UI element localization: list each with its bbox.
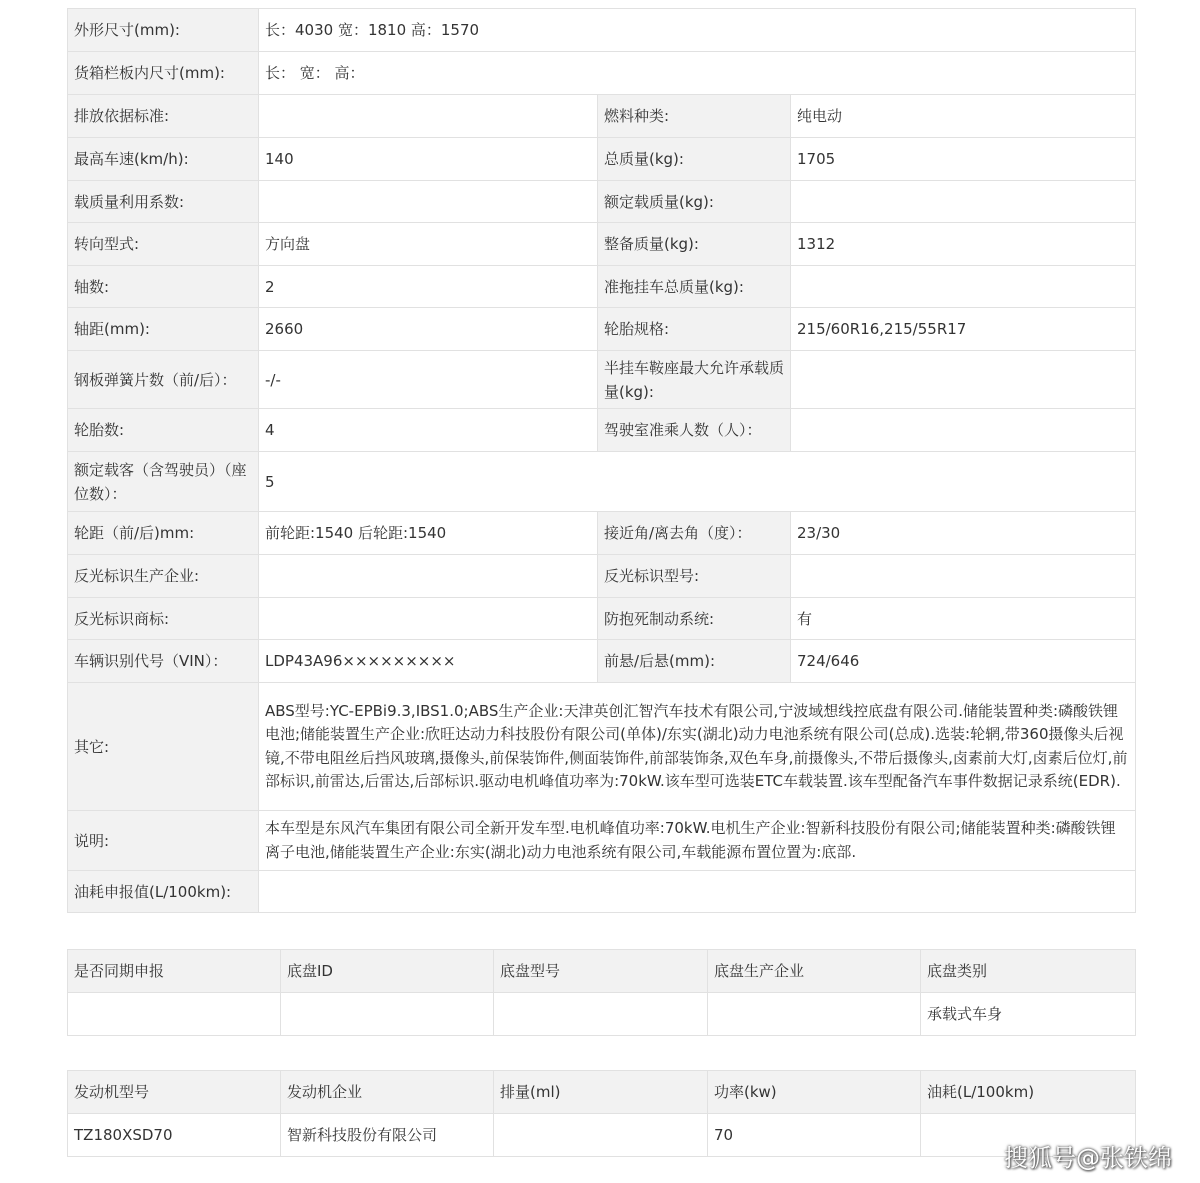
leaf-springs-label: 钢板弹簧片数（前/后）：: [68, 351, 259, 409]
chassis-header: 底盘型号: [494, 950, 708, 993]
engine-cell: TZ180XSD70: [68, 1114, 281, 1157]
track-label: 轮距（前/后)mm:: [68, 512, 259, 555]
curb-mass-label: 整备质量(kg):: [598, 223, 791, 266]
chassis-header: 是否同期申报: [68, 950, 281, 993]
saddle-load-label: 半挂车鞍座最大允许承载质量(kg):: [598, 351, 791, 409]
tire-spec-value: 215/60R16,215/55R17: [791, 308, 1136, 351]
emission-std-value: [259, 95, 598, 138]
load-factor-value: [259, 181, 598, 223]
max-speed-value: 140: [259, 138, 598, 181]
max-speed-label: 最高车速(km/h):: [68, 138, 259, 181]
vehicle-spec-table: [67, 8, 1136, 913]
seats-label: 额定载客（含驾驶员）（座位数）：: [68, 452, 259, 512]
chassis-header: 底盘ID: [281, 950, 494, 993]
engine-cell: 智新科技股份有限公司: [281, 1114, 494, 1157]
axles-value: 2: [259, 266, 598, 308]
fuel-consumption-label: 油耗申报值(L/100km):: [68, 871, 259, 913]
engine-header: 发动机企业: [281, 1071, 494, 1114]
steering-value: 方向盘: [259, 223, 598, 266]
seats-value: 5: [259, 452, 1136, 512]
gross-mass-value: 1705: [791, 138, 1136, 181]
watermark: 搜狐号@张铁绵: [1004, 1144, 1172, 1172]
tire-spec-label: 轮胎规格:: [598, 308, 791, 351]
reflector-brand-value: [259, 598, 598, 640]
note-label: 说明:: [68, 811, 259, 871]
engine-table: [67, 1070, 1136, 1157]
axles-label: 轴数:: [68, 266, 259, 308]
engine-cell: 70: [708, 1114, 921, 1157]
rated-load-label: 额定载质量(kg):: [598, 181, 791, 223]
abs-label: 防抱死制动系统:: [598, 598, 791, 640]
chassis-cell: [708, 993, 921, 1036]
overhang-value: 724/646: [791, 640, 1136, 683]
dimensions-value: 长：4030 宽：1810 高：1570: [259, 9, 1136, 52]
wheelbase-value: 2660: [259, 308, 598, 351]
chassis-header: 底盘生产企业: [708, 950, 921, 993]
saddle-load-value: [791, 351, 1136, 409]
reflector-maker-label: 反光标识生产企业:: [68, 555, 259, 598]
engine-header: 油耗(L/100km): [921, 1071, 1136, 1114]
cargo-box-value: 长： 宽： 高：: [259, 52, 1136, 95]
reflector-brand-label: 反光标识商标:: [68, 598, 259, 640]
cab-passengers-label: 驾驶室准乘人数（人）：: [598, 409, 791, 452]
overhang-label: 前悬/后悬(mm):: [598, 640, 791, 683]
tire-count-label: 轮胎数:: [68, 409, 259, 452]
gross-mass-label: 总质量(kg):: [598, 138, 791, 181]
trailer-mass-label: 准拖挂车总质量(kg):: [598, 266, 791, 308]
chassis-table: [67, 949, 1136, 1036]
engine-header: 排量(ml): [494, 1071, 708, 1114]
engine-header: 功率(kw): [708, 1071, 921, 1114]
curb-mass-value: 1312: [791, 223, 1136, 266]
reflector-model-label: 反光标识型号:: [598, 555, 791, 598]
other-label: 其它:: [68, 683, 259, 811]
chassis-cell: [494, 993, 708, 1036]
angles-value: 23/30: [791, 512, 1136, 555]
chassis-cell: [281, 993, 494, 1036]
trailer-mass-value: [791, 266, 1136, 308]
engine-header: 发动机型号: [68, 1071, 281, 1114]
vin-value: LDP43A96×××××××××: [259, 640, 598, 683]
dimensions-label: 外形尺寸(mm):: [68, 9, 259, 52]
fuel-type-label: 燃料种类:: [598, 95, 791, 138]
note-value: 本车型是东风汽车集团有限公司全新开发车型.电机峰值功率:70kW.电机生产企业:智新科技股份有限公司;储能装置种类:磷酸铁锂离子电池,储能装置生产企业:东实(湖北)动力电池系统有限公司,车载能源布置位置为:底部.: [259, 811, 1136, 871]
cab-passengers-value: [791, 409, 1136, 452]
chassis-cell: [68, 993, 281, 1036]
chassis-header: 底盘类别: [921, 950, 1136, 993]
fuel-consumption-value: [259, 871, 1136, 913]
reflector-model-value: [791, 555, 1136, 598]
tire-count-value: 4: [259, 409, 598, 452]
steering-label: 转向型式:: [68, 223, 259, 266]
engine-cell: [494, 1114, 708, 1157]
chassis-cell: 承载式车身: [921, 993, 1136, 1036]
cargo-box-label: 货箱栏板内尺寸(mm):: [68, 52, 259, 95]
track-value: 前轮距:1540 后轮距:1540: [259, 512, 598, 555]
reflector-maker-value: [259, 555, 598, 598]
abs-value: 有: [791, 598, 1136, 640]
emission-std-label: 排放依据标准:: [68, 95, 259, 138]
wheelbase-label: 轴距(mm):: [68, 308, 259, 351]
load-factor-label: 载质量利用系数:: [68, 181, 259, 223]
other-value: ABS型号:YC-EPBi9.3,IBS1.0;ABS生产企业:天津英创汇智汽车技术有限公司,宁波域想线控底盘有限公司.储能装置种类:磷酸铁锂电池;储能装置生产企业:欣旺达动力科技股份有限公司(单体)/东实(湖北)动力电池系统有限公司(总成).选装:轮辋,带360摄像头后视镜,不带电阻丝后挡风玻璃,摄像头,前保装饰件,侧面装饰件,前部装饰条,双色车身,前摄像头,不带后摄像头,卤素前大灯,卤素后位灯,前部标识,前雷达,后雷达,后部标识.驱动电机峰值功率为:70kW.该车型可选装ETC车载装置.该车型配备汽车事件数据记录系统(EDR).: [259, 683, 1136, 811]
rated-load-value: [791, 181, 1136, 223]
fuel-type-value: 纯电动: [791, 95, 1136, 138]
angles-label: 接近角/离去角（度）：: [598, 512, 791, 555]
vin-label: 车辆识别代号（VIN）：: [68, 640, 259, 683]
leaf-springs-value: -/-: [259, 351, 598, 409]
